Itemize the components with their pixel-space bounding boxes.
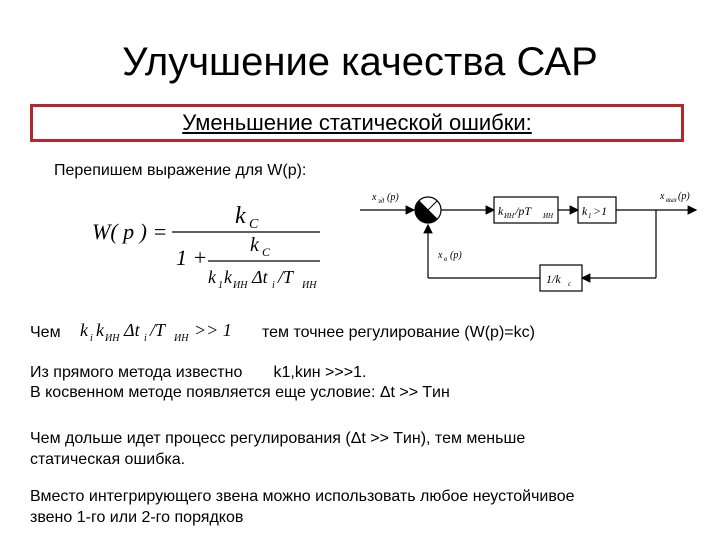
integrator-rest-sub: ИН [543,212,554,220]
gain-k-sub: 1 [588,212,592,220]
regulation-paragraph-line-1: Чем дольше идет процесс регулирования (Δt >> Tин), тем меньше [30,430,526,447]
formula-lhs: W( p ) = [92,219,168,244]
formula-numerator: k [235,203,246,229]
page-title: Улучшение качества САР [122,40,598,84]
formula-inner-den-4-sub: ИН [302,280,317,291]
transfer-function-formula [90,195,330,295]
feedback-signal-arg: (p) [450,250,462,261]
integrator-k-sub: ИН [504,212,515,220]
block-diagram [360,186,700,298]
input-signal-arg: (p) [387,192,399,203]
gain-rest: >1 [593,204,608,218]
formula-den-one: 1 + [176,245,208,270]
formula-inner-den-3-sub: i [272,280,275,291]
cond-k1-sub: i [90,333,93,344]
regulation-paragraph-line-2: статическая ошибка. [30,451,186,468]
formula-inner-den-4: /T [278,267,294,287]
feedback-signal-label: x [438,250,443,261]
indirect-method-line: В косвенном методе появляется еще условие: Δt >> Tин [30,384,450,401]
cond-t-sub: ИН [174,333,189,344]
gain-k: k [582,204,588,218]
input-signal-sub: зд [378,197,385,205]
intro-text: Перепишем выражение для W(p): [54,162,307,179]
feedback-signal-sub: в [444,255,448,263]
cond-dt-sub: i [144,333,147,344]
formula-inner-den-2: k [224,267,232,287]
subtitle-box [30,104,684,142]
subtitle-text: Уменьшение статической ошибки: [182,110,532,135]
feedback-block-text: 1/k [546,272,561,286]
condition-suffix: тем точнее регулирование (W(p)=kc) [262,324,535,341]
condition-formula [78,316,248,348]
formula-inner-num-sub: C [262,245,271,259]
direct-method-line: Из прямого метода известно k1,kин >>>1. [30,364,367,381]
formula-inner-den-3: Δt [252,267,268,287]
integrator-rest: /pT [515,204,532,218]
cond-relation: >> 1 [194,320,232,340]
condition-prefix: Чем [30,324,61,341]
cond-dt: Δt [124,320,140,340]
formula-inner-den-1-sub: 1 [218,280,223,291]
cond-t: /T [150,320,166,340]
formula-inner-den-1: k [208,267,216,287]
cond-kin-sub: ИН [105,333,120,344]
formula-inner-num: k [250,234,259,256]
output-signal-label: x [660,191,665,202]
formula-inner-den-2-sub: ИН [233,280,248,291]
formula-numerator-sub: C [249,217,259,232]
output-signal-arg: (p) [678,191,690,202]
input-signal-label: x [372,192,377,203]
feedback-block-sub: c [568,280,572,288]
alternative-paragraph-line-2: звено 1-го или 2-го порядков [30,509,244,526]
cond-k1: k [80,320,88,340]
cond-kin: k [96,320,104,340]
output-signal-sub: вых [666,196,677,204]
integrator-k: k [498,204,504,218]
alternative-paragraph-line-1: Вместо интегрирующего звена можно использовать любое неустойчивое [30,488,575,505]
